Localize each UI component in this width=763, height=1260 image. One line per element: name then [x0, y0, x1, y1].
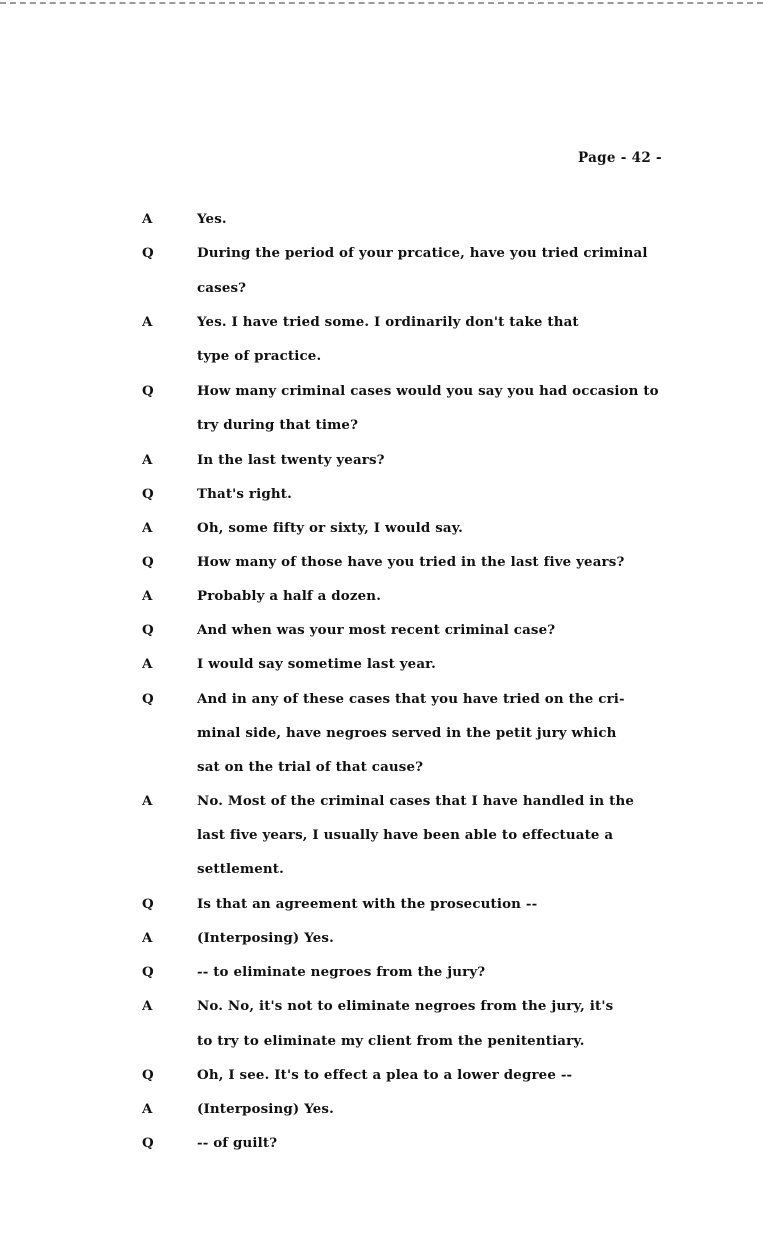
speaker-label: Q [142, 486, 154, 502]
transcript-text: last five years, I usually have been able to effectuate a [197, 827, 614, 843]
speaker-label: A [142, 452, 153, 468]
transcript-line [0, 689, 763, 709]
transcript-line [0, 928, 763, 948]
transcript-text: And when was your most recent criminal case? [197, 622, 556, 638]
transcript-text: Oh, I see. It's to effect a plea to a lower degree -- [197, 1067, 573, 1083]
transcript-text: How many of those have you tried in the last five years? [197, 554, 625, 570]
transcript-text: In the last twenty years? [197, 452, 385, 468]
speaker-label: A [142, 211, 153, 227]
transcript-line [0, 1133, 763, 1153]
speaker-label: A [142, 314, 153, 330]
transcript-line [0, 450, 763, 470]
transcript-line [0, 243, 763, 263]
speaker-label: Q [142, 383, 154, 399]
transcript-line [0, 723, 763, 743]
speaker-label: Q [142, 1067, 154, 1083]
transcript-line [0, 312, 763, 332]
transcript-line [0, 381, 763, 401]
speaker-label: A [142, 793, 153, 809]
transcript-text: -- of guilt? [197, 1135, 278, 1151]
transcript-text: Yes. I have tried some. I ordinarily don't take that [197, 314, 579, 330]
transcript-line [0, 518, 763, 538]
transcript-line [0, 620, 763, 640]
transcript-text: No. Most of the criminal cases that I have handled in the [197, 793, 635, 809]
transcript-line [0, 894, 763, 914]
transcript-text: No. No, it's not to eliminate negroes from the jury, it's [197, 998, 614, 1014]
transcript-line [0, 1099, 763, 1119]
transcript-line [0, 209, 763, 229]
transcript-line [0, 1031, 763, 1051]
transcript-line [0, 996, 763, 1016]
transcript-line [0, 1065, 763, 1085]
transcript-text: type of practice. [197, 348, 322, 364]
transcript-text: minal side, have negroes served in the petit jury which [197, 725, 617, 741]
speaker-label: A [142, 930, 153, 946]
transcript-line [0, 552, 763, 572]
speaker-label: Q [142, 896, 154, 912]
speaker-label: A [142, 520, 153, 536]
speaker-label: Q [142, 691, 154, 707]
transcript-line [0, 586, 763, 606]
transcript-text: to try to eliminate my client from the penitentiary. [197, 1033, 585, 1049]
transcript-line [0, 859, 763, 879]
speaker-label: Q [142, 245, 154, 261]
transcript-text: That's right. [197, 486, 292, 502]
transcript-text: During the period of your prcatice, have you tried criminal [197, 245, 648, 261]
page-number: Page - 42 - [578, 150, 662, 166]
transcript-line [0, 757, 763, 777]
transcript-text: Yes. [197, 211, 227, 227]
transcript-text: (Interposing) Yes. [197, 1101, 334, 1117]
transcript-line [0, 484, 763, 504]
transcript-line [0, 962, 763, 982]
speaker-label: Q [142, 622, 154, 638]
transcript-text: And in any of these cases that you have tried on the cri- [197, 691, 625, 707]
speaker-label: Q [142, 554, 154, 570]
transcript-line [0, 825, 763, 845]
page-top-edge [0, 2, 763, 4]
transcript-line [0, 654, 763, 674]
transcript-text: sat on the trial of that cause? [197, 759, 424, 775]
transcript-text: Is that an agreement with the prosecution -- [197, 896, 538, 912]
transcript-line [0, 278, 763, 298]
transcript-text: try during that time? [197, 417, 359, 433]
speaker-label: A [142, 998, 153, 1014]
speaker-label: Q [142, 1135, 154, 1151]
speaker-label: Q [142, 964, 154, 980]
transcript-text: -- to eliminate negroes from the jury? [197, 964, 486, 980]
transcript-text: Oh, some fifty or sixty, I would say. [197, 520, 463, 536]
transcript-text: I would say sometime last year. [197, 656, 436, 672]
transcript-text: How many criminal cases would you say you had occasion to [197, 383, 659, 399]
transcript-line [0, 346, 763, 366]
speaker-label: A [142, 656, 153, 672]
transcript-line [0, 791, 763, 811]
transcript-line [0, 415, 763, 435]
transcript-text: settlement. [197, 861, 284, 877]
speaker-label: A [142, 588, 153, 604]
transcript-text: cases? [197, 280, 247, 296]
speaker-label: A [142, 1101, 153, 1117]
transcript-text: (Interposing) Yes. [197, 930, 334, 946]
transcript-text: Probably a half a dozen. [197, 588, 382, 604]
